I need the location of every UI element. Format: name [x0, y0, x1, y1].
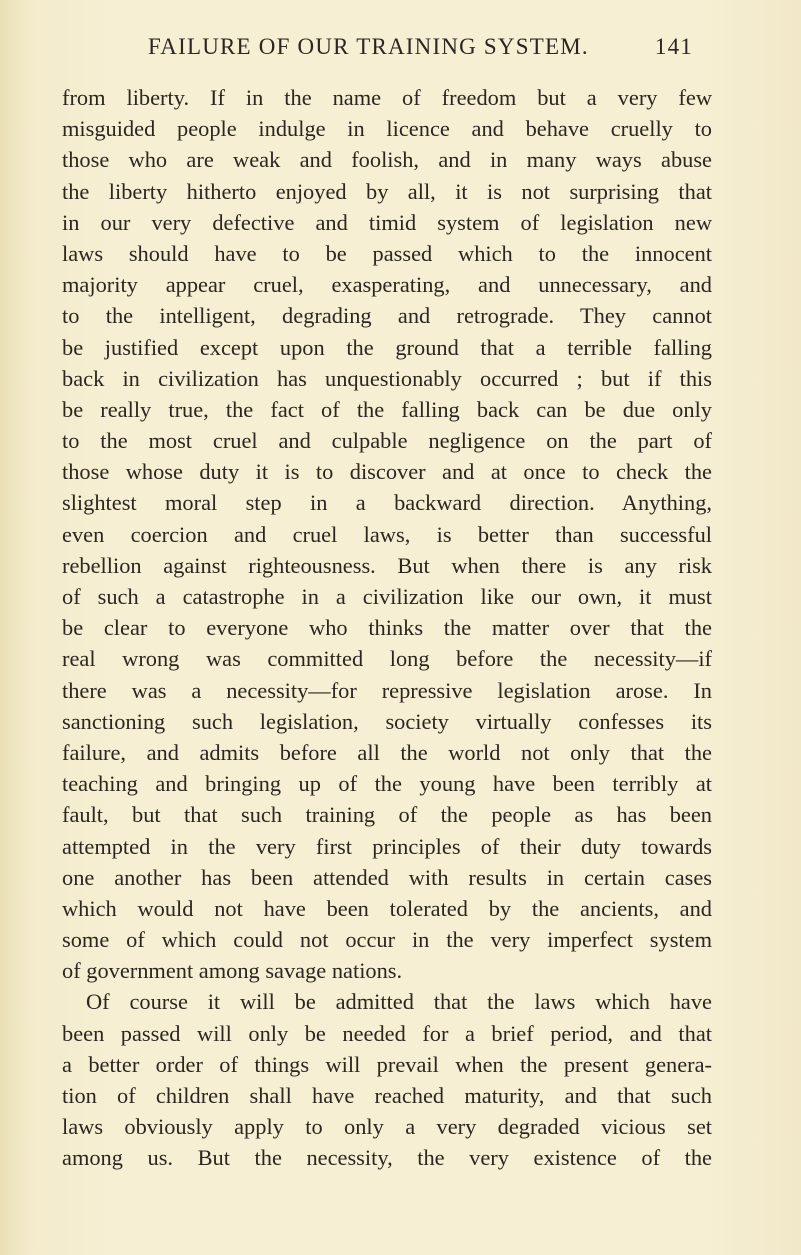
text-line: a better order of things will prevail when the present genera- [62, 1051, 712, 1077]
text-line: to the most cruel and culpable negligence on the part of [62, 428, 712, 454]
text-line: be justified except upon the ground that a terrible falling [62, 334, 712, 360]
text-line: sanctioning such legislation, society virtually confesses its [62, 708, 712, 734]
text-line: those who are weak and foolish, and in many ways abuse [62, 147, 712, 173]
text-line: Of course it will be admitted that the laws which have [86, 989, 712, 1015]
text-line: there was a necessity—for repressive legislation arose. In [62, 677, 712, 703]
text-line: tion of children shall have reached maturity, and that such [62, 1083, 712, 1108]
body-text [62, 82, 712, 1174]
text-line: be clear to everyone who thinks the matter over that the [62, 615, 712, 641]
text-line: slightest moral step in a backward direction. Anything, [62, 490, 712, 516]
text-line: be really true, the fact of the falling back can be due only [62, 396, 712, 422]
running-head [148, 34, 693, 64]
text-line: fault, but that such training of the people as has been [62, 802, 712, 828]
text-line: real wrong was committed long before the necessity—if [62, 646, 712, 672]
text-line: one another has been attended with results in certain cases [62, 864, 712, 890]
text-line: even coercion and cruel laws, is better than successful [62, 521, 712, 547]
text-line: majority appear cruel, exasperating, and unnecessary, and [62, 272, 712, 298]
text-line: those whose duty it is to discover and at once to check the [62, 459, 712, 485]
text-line: the liberty hitherto enjoyed by all, it is not surprising that [62, 178, 712, 204]
text-line: of government among savage nations. [62, 958, 403, 984]
text-line: back in civilization has unquestionably occurred ; but if this [62, 365, 712, 391]
text-line: in our very defective and timid system of legislation new [62, 209, 712, 235]
text-line: laws should have to be passed which to the innocent [62, 240, 712, 266]
text-line: rebellion against righteousness. But when there is any risk [62, 552, 712, 578]
text-line: laws obviously apply to only a very degraded vicious set [62, 1114, 712, 1140]
text-line: failure, and admits before all the world not only that the [62, 739, 712, 765]
text-line: which would not have been tolerated by the ancients, and [62, 895, 712, 921]
text-line: among us. But the necessity, the very existence of the [62, 1145, 712, 1171]
text-line: to the intelligent, degrading and retrograde. They cannot [62, 303, 712, 329]
text-line: misguided people indulge in licence and behave cruelly to [62, 116, 712, 142]
running-title: FAILURE OF OUR TRAINING SYSTEM. [148, 34, 589, 59]
text-line: been passed will only be needed for a brief period, and that [62, 1020, 712, 1046]
text-line: teaching and bringing up of the young have been terribly at [62, 771, 712, 797]
text-line: of such a catastrophe in a civilization like our own, it must [62, 584, 712, 609]
text-line: some of which could not occur in the very imperfect system [62, 927, 712, 953]
text-line: from liberty. If in the name of freedom but a very few [62, 85, 712, 110]
text-line: attempted in the very first principles of their duty towards [62, 833, 712, 859]
page-number: 141 [654, 34, 693, 59]
